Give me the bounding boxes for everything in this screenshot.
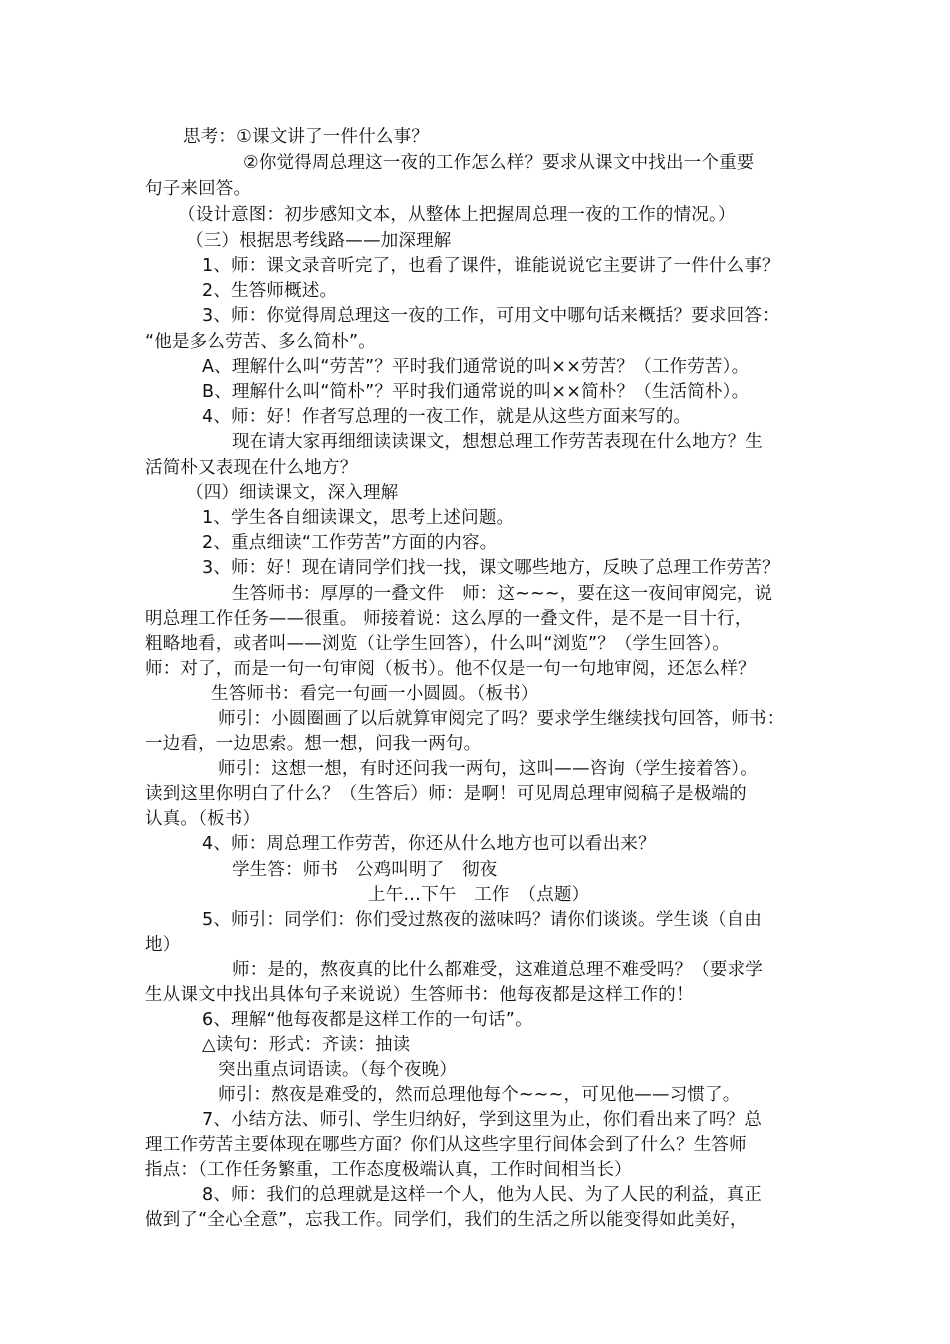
text-line: 读到这里你明白了什么？（生答后）师：是啊！可见周总理审阅稿子是极端的 [145, 784, 747, 804]
text-line: 5、师引：同学们：你们受过熬夜的滋味吗？请你们谈谈。学生谈（自由 [202, 910, 763, 930]
text-line: 上午…下午 工作 （点题） [368, 885, 590, 905]
text-line: 4、师：周总理工作劳苦，你还从什么地方也可以看出来？ [202, 834, 656, 854]
text-line: 3、师：好！现在请同学们找一找，课文哪些地方，反映了总理工作劳苦？ [202, 558, 780, 578]
text-line: 现在请大家再细细读读课文，想想总理工作劳苦表现在什么地方？生 [232, 432, 763, 452]
text-line: 6、理解“他每夜都是这样工作的一句话”。 [202, 1010, 533, 1030]
text-line: 活简朴又表现在什么地方？ [145, 458, 358, 478]
text-line: 指点：（工作任务繁重，工作态度极端认真，工作时间相当长） [145, 1160, 632, 1180]
text-line: 认真。（板书） [145, 809, 261, 829]
text-line: 8、师：我们的总理就是这样一个人，他为人民、为了人民的利益，真正 [202, 1185, 763, 1205]
text-line: 思考：①课文讲了一件什么事？ [183, 127, 429, 147]
text-line: 师：是的，熬夜真的比什么都难受，这难道总理不难受吗？（要求学 [232, 960, 763, 980]
section-heading: （四）细读课文，深入理解 [186, 483, 399, 503]
section-heading: （三）根据思考线路——加深理解 [186, 231, 452, 251]
text-line: 一边看，一边思索。想一想，问我一两句。 [145, 734, 482, 754]
text-line: 生答师书：看完一句画一小圆圆。（板书） [211, 684, 539, 704]
text-line: A、理解什么叫“劳苦”？平时我们通常说的叫××劳苦？（工作劳苦）。 [202, 357, 750, 377]
text-line: 2、生答师概述。 [202, 281, 338, 301]
text-line: 师：对了，而是一句一句审阅（板书）。他不仅是一句一句地审阅，还怎么样？ [145, 659, 756, 679]
text-line: 突出重点词语读。（每个夜晚） [218, 1060, 458, 1080]
text-line: 7、小结方法、师引、学生归纳好，学到这里为止，你们看出来了吗？总 [202, 1110, 763, 1130]
text-line: 师引：熬夜是难受的，然而总理他每个~~~，可见他——习惯了。 [218, 1085, 741, 1105]
text-line: 做到了“全心全意”，忘我工作。同学们，我们的生活之所以能变得如此美好， [145, 1210, 748, 1230]
text-line: 句子来回答。 [145, 179, 252, 199]
text-line: 1、师：课文录音听完了，也看了课件，谁能说说它主要讲了一件什么事？ [202, 256, 780, 276]
text-line: 师引：这想一想，有时还问我一两句，这叫——咨询（学生接着答）。 [218, 759, 758, 779]
text-line: 生答师书：厚厚的一叠文件 师：这~~~，要在这一夜间审阅完，说 [232, 584, 773, 604]
text-line: （设计意图：初步感知文本，从整体上把握周总理一夜的工作的情况。） [178, 205, 736, 225]
text-line: 粗略地看，或者叫——浏览（让学生回答），什么叫“浏览”？（学生回答）。 [145, 634, 731, 654]
text-line: 学生答：师书 公鸡叫明了 彻夜 [232, 860, 498, 880]
text-line: 2、重点细读“工作劳苦”方面的内容。 [202, 533, 498, 553]
text-line: 理工作劳苦主要体现在哪些方面？你们从这些字里行间体会到了什么？生答师 [145, 1135, 747, 1155]
text-line: 4、师：好！作者写总理的一夜工作，就是从这些方面来写的。 [202, 407, 692, 427]
text-line: 1、学生各自细读课文，思考上述问题。 [202, 508, 515, 528]
text-line: “他是多么劳苦、多么简朴”。 [145, 332, 376, 352]
text-line: 3、师：你觉得周总理这一夜的工作，可用文中哪句话来概括？要求回答： [202, 306, 780, 326]
text-line: ②你觉得周总理这一夜的工作怎么样？要求从课文中找出一个重要 [243, 153, 755, 173]
text-line: 地） [145, 935, 181, 955]
text-line: B、理解什么叫“简朴”？平时我们通常说的叫××简朴？（生活简朴）。 [202, 382, 750, 402]
text-line: 师引：小圆圈画了以后就算审阅完了吗？要求学生继续找句回答，师书： [218, 709, 785, 729]
text-line: 生从课文中找出具体句子来说说）生答师书：他每夜都是这样工作的！ [145, 985, 694, 1005]
text-line: 明总理工作任务——很重。 师接着说：这么厚的一叠文件，是不是一目十行， [145, 609, 753, 629]
text-line: △读句：形式：齐读：抽读 [202, 1035, 411, 1055]
